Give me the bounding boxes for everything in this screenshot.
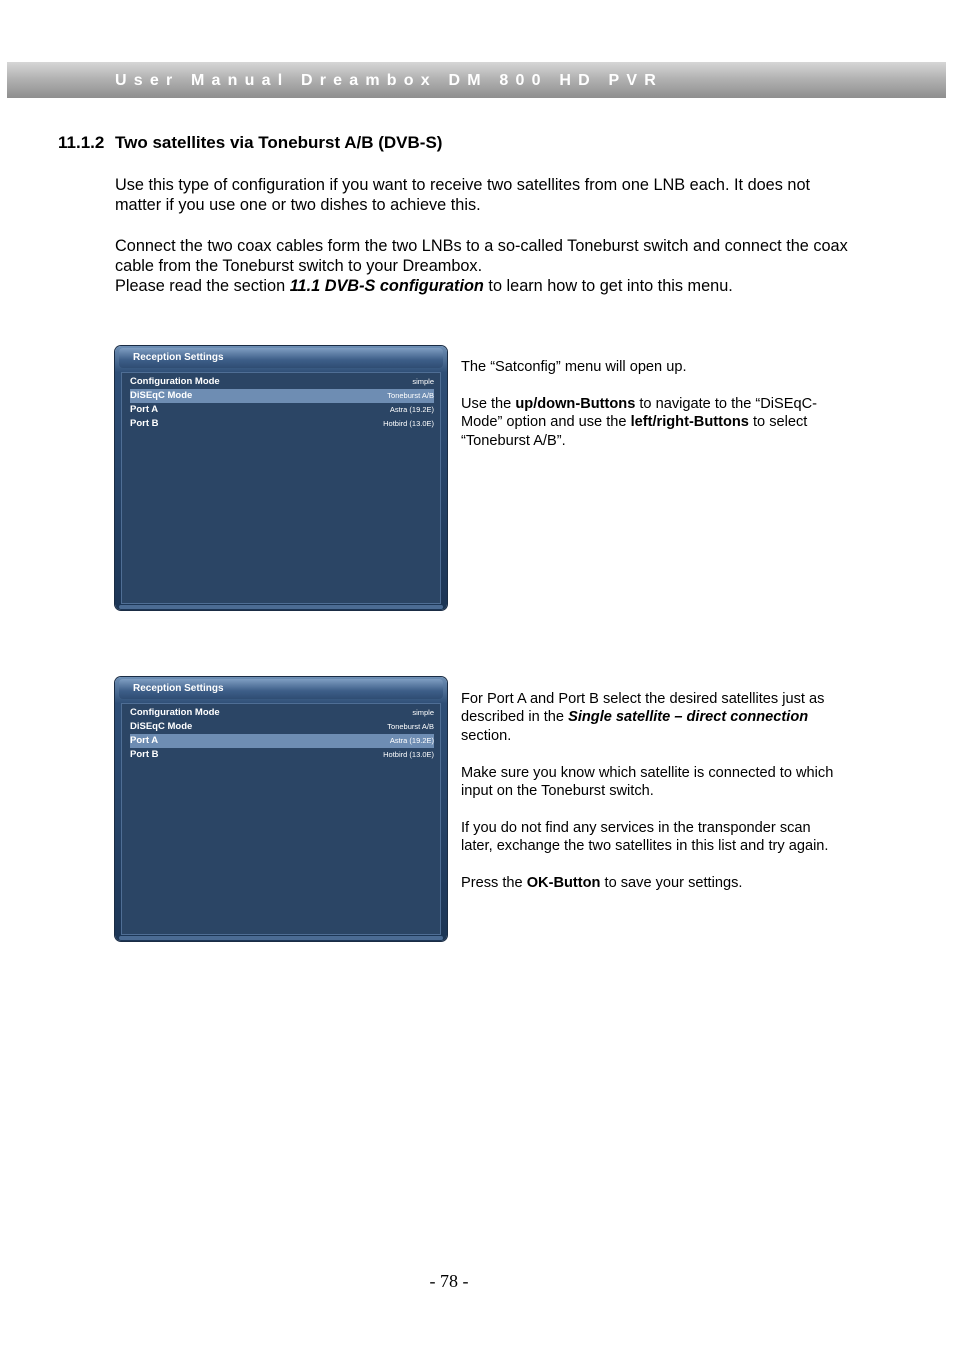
menu-row-value: Hotbird (13.0E) bbox=[383, 419, 434, 428]
ok-button-label: OK-Button bbox=[526, 875, 601, 892]
header-title: User Manual Dreambox DM 800 HD PVR bbox=[115, 72, 664, 89]
menu-row-label: DiSEqC Mode bbox=[130, 390, 193, 401]
menu-row-port-b[interactable] bbox=[130, 417, 434, 431]
left-right-buttons-label: left/right-Buttons bbox=[630, 414, 749, 431]
desc2-part-c: section. bbox=[461, 727, 512, 744]
menu-row-label: Configuration Mode bbox=[130, 707, 220, 718]
menu-row-value: Hotbird (13.0E) bbox=[383, 750, 434, 759]
screen-menu-list bbox=[121, 372, 441, 604]
dvbs-config-reference: 11.1 DVB-S configuration bbox=[289, 277, 484, 295]
intro-text-1: Use this type of configuration if you want to receive two satellites from one LNB each. It does not matter if you use one or two dishes to achieve this. bbox=[115, 176, 811, 214]
desc2-part-4a: Press the bbox=[461, 875, 527, 892]
menu-row-label: Port B bbox=[130, 418, 159, 429]
intro-text-2: Connect the two coax cables form the two LNBs to a so-called Toneburst switch and connect the coax cable from the Toneburst switch to your Dreambox. bbox=[115, 237, 848, 275]
screen-bottom-bar bbox=[119, 936, 443, 940]
page-number: - 78 - bbox=[429, 1271, 469, 1291]
desc1-part-e: to select “Toneburst A/B”. bbox=[461, 414, 808, 449]
desc2-part-4c: to save your settings. bbox=[600, 875, 743, 892]
reception-settings-screen-1 bbox=[115, 346, 447, 610]
up-down-buttons-label: up/down-Buttons bbox=[515, 395, 636, 412]
desc2-text-4 bbox=[461, 874, 846, 892]
intro-paragraph-2 bbox=[115, 236, 850, 296]
menu-row-port-b[interactable] bbox=[130, 748, 434, 762]
menu-row-diseqc-mode[interactable] bbox=[130, 720, 434, 734]
header-bar bbox=[7, 62, 946, 98]
desc1-text-2 bbox=[461, 395, 846, 450]
intro-text-3-pre: Please read the section bbox=[115, 277, 290, 295]
menu-row-label: Port B bbox=[130, 749, 159, 760]
screen-bottom-bar bbox=[119, 605, 443, 609]
intro-text-3-post: to learn how to get into this menu. bbox=[483, 277, 733, 295]
menu-row-label: Port A bbox=[130, 404, 159, 415]
description-1 bbox=[461, 358, 846, 468]
menu-row-diseqc-mode[interactable] bbox=[130, 389, 434, 403]
screen-title: Reception Settings bbox=[133, 683, 224, 694]
menu-row-port-a[interactable] bbox=[130, 403, 434, 417]
menu-row-value: Astra (19.2E) bbox=[389, 736, 434, 745]
menu-row-value: simple bbox=[412, 708, 434, 717]
description-2 bbox=[461, 690, 846, 911]
menu-row-label: Port A bbox=[130, 735, 159, 746]
menu-row-value: Astra (19.2E) bbox=[389, 405, 434, 414]
desc2-part-a: For Port A and Port B select the desired satellites just as described in the bbox=[461, 691, 825, 726]
desc1-part-a: Use the bbox=[461, 395, 516, 412]
desc1-text-1: The “Satconfig” menu will open up. bbox=[461, 359, 687, 375]
section-title: Two satellites via Toneburst A/B (DVB-S) bbox=[115, 133, 443, 152]
desc1-part-c: to navigate to the “DiSEqC-Mode” option and use the bbox=[461, 395, 818, 431]
single-satellite-reference: Single satellite – direct connection bbox=[568, 709, 809, 726]
screen-title: Reception Settings bbox=[133, 352, 224, 363]
menu-row-configuration-mode[interactable] bbox=[130, 706, 434, 720]
menu-row-port-a[interactable] bbox=[130, 734, 434, 748]
menu-row-value: Toneburst A/B bbox=[387, 391, 434, 400]
menu-row-label: Configuration Mode bbox=[130, 376, 220, 387]
intro-text-3 bbox=[115, 276, 850, 296]
intro-paragraph-1 bbox=[115, 175, 850, 215]
desc2-text-2: Make sure you know which satellite is connected to which input on the Toneburst switch. bbox=[461, 764, 834, 800]
menu-row-value: simple bbox=[412, 377, 434, 386]
menu-row-label: DiSEqC Mode bbox=[130, 721, 193, 732]
desc2-text-3: If you do not find any services in the transponder scan later, exchange the two satellites in this list and try again. bbox=[461, 819, 829, 855]
screen-menu-list bbox=[121, 703, 441, 935]
section-number: 11.1.2 bbox=[58, 133, 105, 152]
menu-row-value: Toneburst A/B bbox=[387, 722, 434, 731]
section-heading bbox=[58, 133, 442, 153]
desc2-text-1 bbox=[461, 690, 846, 745]
reception-settings-screen-2 bbox=[115, 677, 447, 941]
menu-row-configuration-mode[interactable] bbox=[130, 375, 434, 389]
